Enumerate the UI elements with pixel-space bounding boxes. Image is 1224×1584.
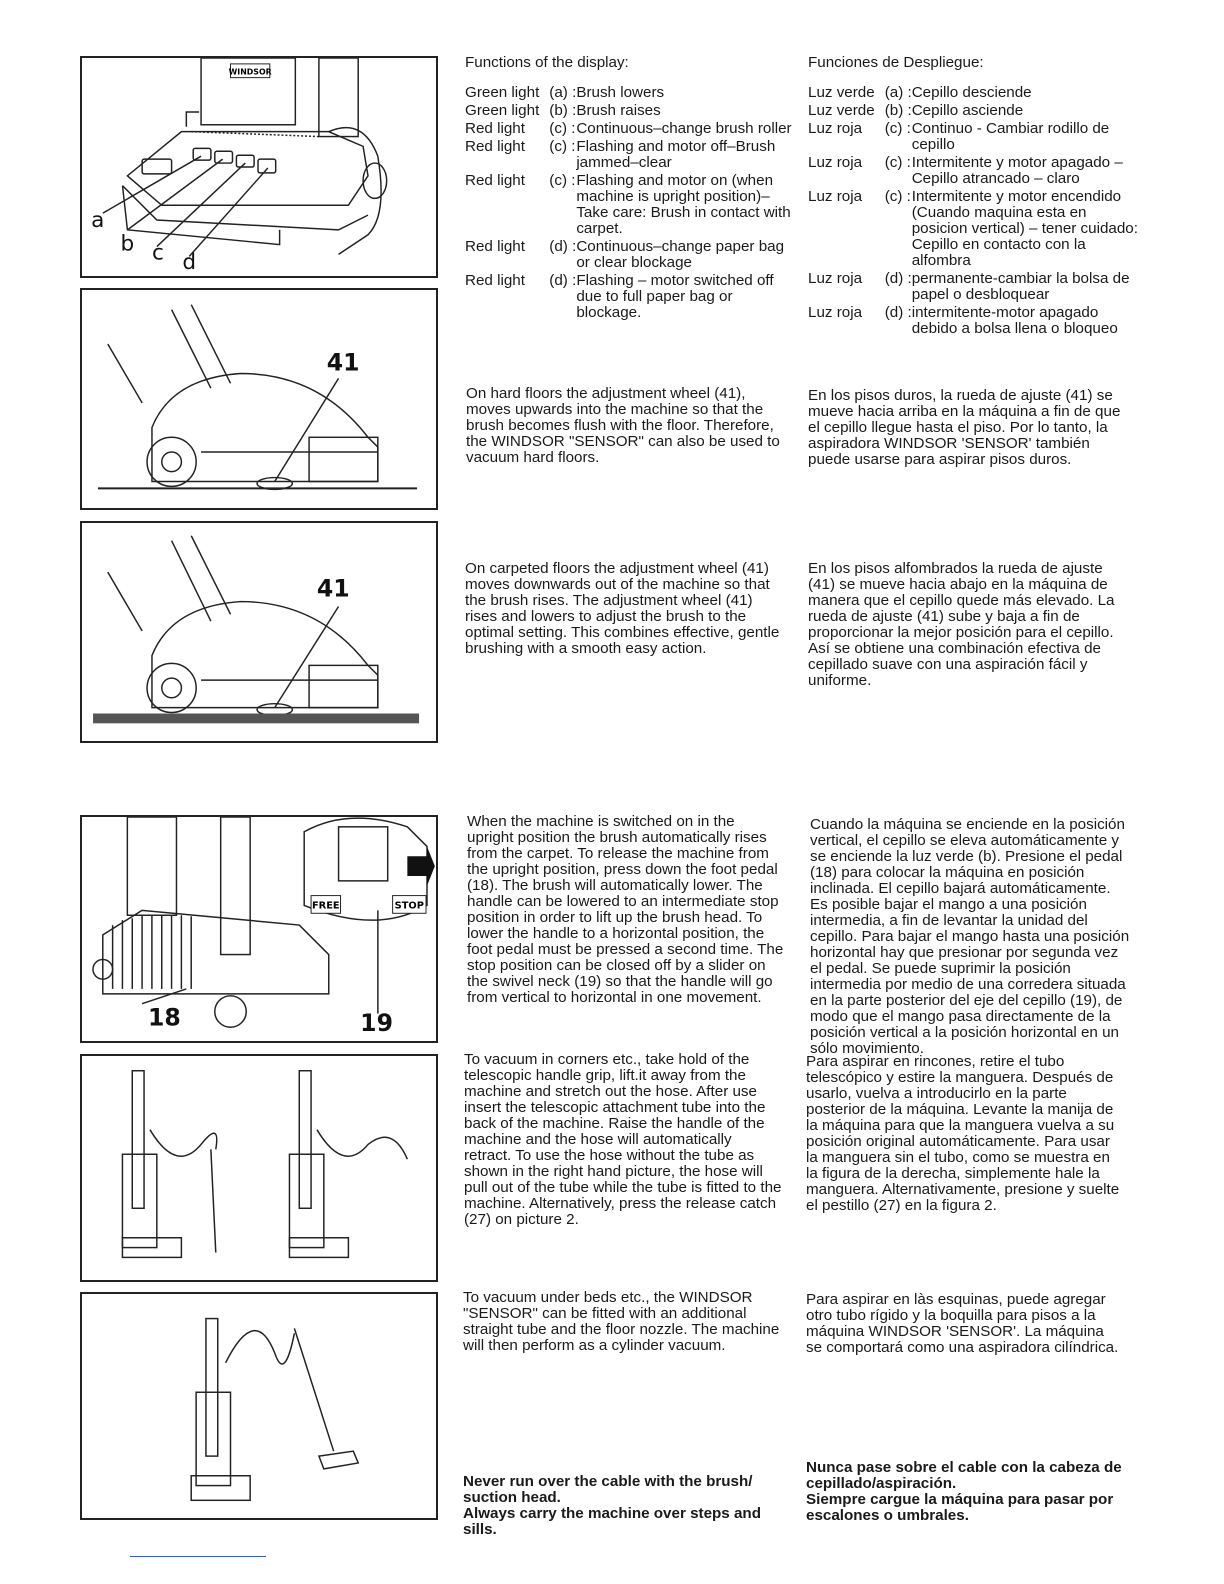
- display-row: [465, 237, 795, 271]
- display-row-text: Flashing and motor off–Brush jammed–clear: [576, 138, 776, 171]
- display-row-text: Flashing – motor switched off due to full paper bag or blockage.: [576, 272, 774, 321]
- display-row-label: Green light: [465, 84, 540, 101]
- display-row-label: Luz verde: [808, 84, 875, 101]
- warning-en-steps: Always carry the machine over steps and sills.: [463, 1505, 761, 1538]
- display-row-text: Intermitente y motor encendido (Cuando maquina esta en posicion vertical) – tener cuidado: Cepillo en contacto con la alfombra: [911, 188, 1138, 269]
- corners-text-es: Para aspirar en rincones, retire el tubo telescópico y estire la manguera. Después de usarlo, vuelva a introducirlo en la parte posterior de la máquina. Levante la manija de la máquina para que la manguera vuelva a su posición original automáticamente. Para usar la manguera sin el tubo, como se muestra en la figura de la derecha, simplemente hale la manguera. Alternativamente, presione y suelte el pestillo (27) en la figura 2.: [806, 1053, 1120, 1214]
- label-d: d: [182, 250, 197, 276]
- display-row: [465, 271, 795, 321]
- display-row-text: Continuo - Cambiar rodillo de cepillo: [911, 120, 1110, 153]
- corners-text-en: To vacuum in corners etc., take hold of the telescopic handle grip, lift.it away from the machine and stretch out the hose. After use insert the telescopic attachment tube into the back of the machine. Raise the handle of the machine and the hose will automatically retract. To use the hose without the tube as shown in the right hand picture, the hose will pull out of the tube while the tube is fitted to the machine. Alternatively, press the release catch (27) on picture 2.: [464, 1051, 782, 1228]
- display-row-text: Intermitente y motor apagado – Cepillo atrancado – claro: [911, 154, 1123, 187]
- display-row-code: (c) :: [549, 138, 576, 155]
- display-row-text: Brush lowers: [576, 84, 665, 101]
- display-row: [465, 171, 795, 237]
- carpet-text-es: En los pisos alfombrados la rueda de ajuste (41) se mueve hacia abajo en la máquina de manera que el cepillo quede más elevado. La rueda de ajuste (41) sube y baja a fin de proporcionar la mejor posición para el cepillo. Así se obtiene una combinación efectiva de cepillado suave con una aspiración fácil y uniforme.: [808, 560, 1115, 689]
- display-row: [808, 187, 1138, 269]
- display-row-text: intermitente-motor apagado debido a bolsa llena o bloqueo: [911, 304, 1118, 337]
- display-row: [808, 303, 1138, 337]
- upright-text-es: Cuando la máquina se enciende en la posición vertical, el cepillo se eleva automáticamente y se enciende la luz verde (b). Presione el pedal (18) para colocar la máquina en posición inclinada. El cepillo bajará automáticamente. Es posible bajar el mango a una posición intermedia, a fin de levantar la unidad del cepillo. Para bajar el mango hasta una posición horizontal hay que presionar por segunda vez el pedal. Se puede suprimir la posición intermedia por medio de una corredera situada en la parte posterior del eje del cepillo (19), de modo que el mango pasa directamente de la posición vertical a la posición horizontal en un sólo movimiento.: [810, 816, 1130, 1057]
- display-row-text: Brush raises: [576, 102, 661, 119]
- display-row-label: Red light: [465, 238, 525, 255]
- display-row-text: Flashing and motor on (when machine is upright position)–Take care: Brush in contact with carpet.: [576, 172, 791, 237]
- warning-es-cable: Nunca pase sobre el cable con la cabeza de cepillado/aspiración.: [806, 1459, 1122, 1492]
- display-row: [808, 269, 1138, 303]
- display-row-label: Luz roja: [808, 154, 863, 171]
- warning-es: [806, 1460, 1136, 1524]
- display-row-label: Red light: [465, 138, 525, 155]
- display-row-label: Luz roja: [808, 304, 863, 321]
- display-row: [808, 83, 1138, 101]
- display-row: [808, 119, 1138, 153]
- callout-19: 19: [360, 1009, 393, 1038]
- display-row-text: permanente-cambiar la bolsa de papel o desbloquear: [911, 270, 1130, 303]
- display-row-code: (b) :: [884, 102, 912, 119]
- stop-label: STOP: [394, 900, 424, 912]
- display-row-label: Red light: [465, 120, 525, 137]
- display-row-text: Cepillo asciende: [911, 102, 1024, 119]
- display-row-label: Luz roja: [808, 120, 863, 137]
- display-row-label: Luz roja: [808, 270, 863, 287]
- display-row-code: (c) :: [549, 172, 576, 189]
- display-row: [465, 137, 795, 171]
- display-row-label: Red light: [465, 272, 525, 289]
- display-title-es: Funciones de Despliegue:: [808, 54, 984, 71]
- display-row-code: (d) :: [549, 238, 577, 255]
- display-table-es: [808, 83, 1138, 337]
- figure-foot-pedal: [80, 815, 438, 1043]
- display-row-code: (b) :: [549, 102, 577, 119]
- hard-floor-illustration: [82, 290, 436, 508]
- hard-floor-text-es: En los pisos duros, la rueda de ajuste (41) se mueve hacia arriba en la máquina a fin de que el cepillo llegue hasta el piso. Por lo tanto, la aspiradora WINDSOR 'SENSOR' también puede usarse para aspirar pisos duros.: [808, 387, 1121, 468]
- hose-corners-illustration: [82, 1056, 436, 1280]
- display-row-label: Red light: [465, 172, 525, 189]
- blue-rule: [130, 1556, 266, 1557]
- display-title-en: Functions of the display:: [465, 54, 629, 71]
- display-row: [808, 153, 1138, 187]
- label-c: c: [151, 240, 164, 266]
- callout-18: 18: [147, 1003, 181, 1032]
- display-row-code: (c) :: [884, 154, 911, 171]
- display-table-en: [465, 83, 795, 321]
- warning-en: [463, 1474, 793, 1538]
- figure-under-beds: [80, 1292, 438, 1520]
- display-row-code: (a) :: [549, 84, 577, 101]
- figure-carpet-floor: [80, 521, 438, 743]
- free-label: FREE: [311, 900, 340, 912]
- foot-pedal-illustration: [82, 817, 436, 1041]
- display-row: [808, 101, 1138, 119]
- beds-text-en: To vacuum under beds etc., the WINDSOR "SENSOR" can be fitted with an additional straight tube and the floor nozzle. The machine will then perform as a cylinder vacuum.: [463, 1289, 780, 1354]
- display-row-code: (a) :: [884, 84, 912, 101]
- beds-text-es: Para aspirar en làs esquinas, puede agregar otro tubo rígido y la boquilla para pisos a la máquina WINDSOR 'SENSOR'. La máquina se comportará como una aspiradora cilíndrica.: [806, 1291, 1119, 1356]
- display-row-code: (c) :: [549, 120, 576, 137]
- callout-41: 41: [326, 348, 360, 377]
- figure-display-panel: [80, 56, 438, 278]
- label-b: b: [120, 231, 135, 257]
- display-row-code: (d) :: [884, 304, 912, 321]
- brand-label: WINDSOR: [228, 67, 272, 77]
- figure-hose-corners: [80, 1054, 438, 1282]
- display-row-code: (c) :: [884, 188, 911, 205]
- display-row: [465, 119, 795, 137]
- figure-hard-floor: [80, 288, 438, 510]
- carpet-text-en: On carpeted floors the adjustment wheel (41) moves downwards out of the machine so that the brush rises. The adjustment wheel (41) rises and lowers to adjust the brush to the optimal setting. This combines effective, gentle brushing with a smooth easy action.: [465, 560, 780, 657]
- display-row-text: Cepillo desciende: [911, 84, 1032, 101]
- callout-41: 41: [316, 574, 350, 603]
- carpet-floor-illustration: [82, 523, 436, 741]
- under-beds-illustration: [82, 1294, 436, 1518]
- display-row: [465, 83, 795, 101]
- display-row-code: (d) :: [549, 272, 577, 289]
- upright-text-en: When the machine is switched on in the upright position the brush automatically rises from the carpet. To release the machine from the upright position, press down the foot pedal (18). The brush will automatically lower. The handle can be lowered to an intermediate stop position in order to lift up the brush head. To lower the handle to a horizontal position, the foot pedal must be pressed a second time. The stop position can be closed off by a slider on the swivel neck (19) so that the handle will go from vertical to horizontal in one movement.: [467, 813, 784, 1006]
- display-row: [465, 101, 795, 119]
- display-row-label: Green light: [465, 102, 540, 119]
- warning-en-cable: Never run over the cable with the brush/ suction head.: [463, 1473, 753, 1506]
- vacuum-display-illustration: [82, 58, 436, 276]
- label-a: a: [91, 207, 105, 233]
- display-row-code: (c) :: [884, 120, 911, 137]
- hard-floor-text-en: On hard floors the adjustment wheel (41), moves upwards into the machine so that the brush becomes flush with the floor. Therefore, the WINDSOR "SENSOR" can also be used to vacuum hard floors.: [466, 385, 780, 466]
- display-row-code: (d) :: [884, 270, 912, 287]
- display-row-text: Continuous–change brush roller: [576, 120, 792, 137]
- display-row-label: Luz verde: [808, 102, 875, 119]
- warning-es-steps: Siempre cargue la máquina para pasar por escalones o umbrales.: [806, 1491, 1114, 1524]
- display-row-label: Luz roja: [808, 188, 863, 205]
- display-row-text: Continuous–change paper bag or clear blockage: [576, 238, 785, 271]
